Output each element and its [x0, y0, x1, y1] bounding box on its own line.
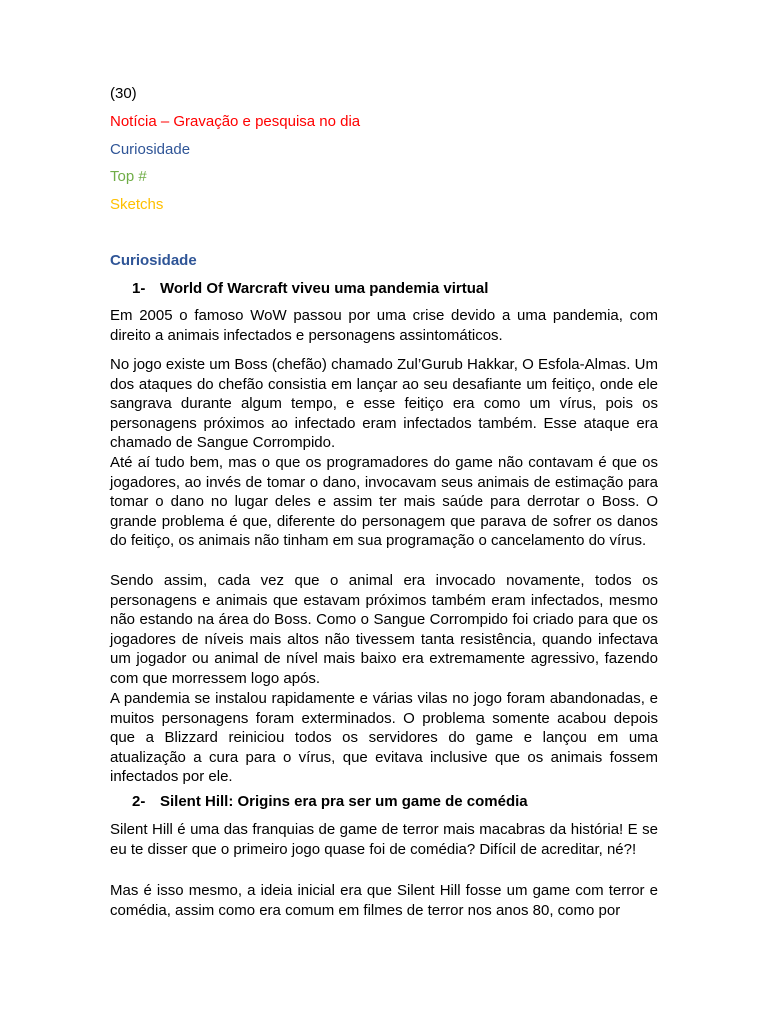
item-heading-2	[132, 792, 528, 812]
paragraph: No jogo existe um Boss (chefão) chamado Zul’Gurub Hakkar, O Esfola-Almas. Um dos ataques do chefão consistia em lançar ao seu desafiante um feitiço, onde ele sangrava durante algum tempo, e esse feitiço era como um vírus, pois os personagens próximos ao infectado eram infectados também. Esse ataque era chamado de Sangue Corrompido.	[110, 356, 658, 451]
paragraph: Em 2005 o famoso WoW passou por uma crise devido a uma pandemia, com direito a animais infectados e personagens assintomáticos.	[110, 307, 658, 344]
item-number: 2-	[132, 793, 146, 810]
paragraph: Até aí tudo bem, mas o que os programadores do game não contavam é que os jogadores, ao invés de tomar o dano, invocavam seus animais de estimação para tomar o dano no lugar deles e assim ter mais saúde para derrotar o Boss. O grande problema é que, diferente do personagem que parava de sofrer os danos do feitiço, os animais não tinham em sua programação o cancelamento do vírus.	[110, 454, 658, 549]
legend-sketchs: Sketchs	[110, 196, 164, 213]
legend-noticia: Notícia – Gravação e pesquisa no dia	[110, 113, 361, 130]
paragraph: Sendo assim, cada vez que o animal era invocado novamente, todos os personagens e animais que estavam próximos também eram infectados, mesmo não estando na área do Boss. Como o Sangue Corrompido foi criado para que os jogadores de níveis mais altos não tivessem tanta resistência, quando infectava um jogador ou animal de nível mais baixo era extremamente agressivo, fazendo com que morressem logo após.	[110, 572, 658, 687]
paragraph: Silent Hill é uma das franquias de game de terror mais macabras da história! E se eu te disser que o primeiro jogo quase foi de comédia? Difícil de acreditar, né?!	[110, 821, 658, 858]
episode-number: (30)	[110, 85, 137, 102]
legend-top: Top #	[110, 168, 147, 185]
item-title: World Of Warcraft viveu uma pandemia virtual	[160, 280, 489, 297]
section-title: Curiosidade	[110, 252, 197, 269]
item-title: Silent Hill: Origins era pra ser um game de comédia	[160, 793, 528, 810]
legend-curiosidade: Curiosidade	[110, 141, 191, 158]
item-heading-1	[132, 279, 488, 299]
item-number: 1-	[132, 280, 146, 297]
paragraph: A pandemia se instalou rapidamente e várias vilas no jogo foram abandonadas, e muitos personagens foram exterminados. O problema somente acabou depois que a Blizzard reiniciou todos os servidores do game e lançou em uma atualização a cura para o vírus, que evitava inclusive que os animais fossem infectados por ele.	[110, 690, 658, 785]
paragraph: Mas é isso mesmo, a ideia inicial era que Silent Hill fosse um game com terror e comédia, assim como era comum em filmes de terror nos anos 80, como por	[110, 882, 658, 919]
